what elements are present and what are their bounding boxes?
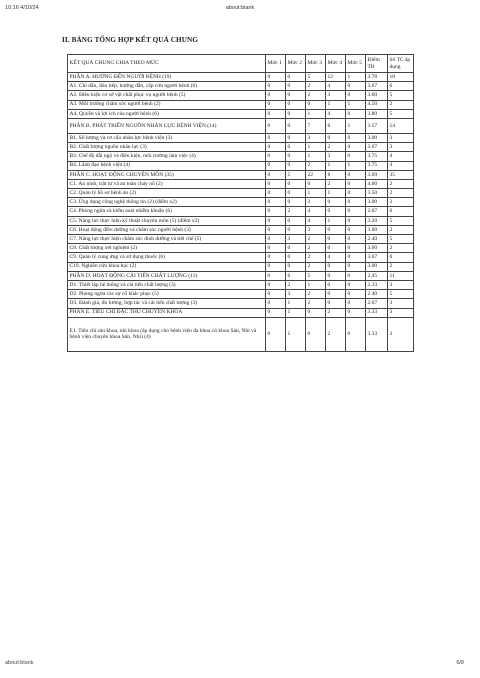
- value-cell: 3.00: [366, 133, 388, 142]
- value-cell: 4: [306, 207, 326, 216]
- criteria-label-cell: D2. Phòng ngừa các sự cố khắc phục (5): [68, 290, 266, 299]
- value-cell: 3.75: [366, 161, 388, 170]
- criteria-label-cell: B3. Chế độ đãi ngộ và điều kiện, môi trường làm việc (4): [68, 152, 266, 161]
- value-cell: 0: [266, 118, 286, 133]
- value-cell: 4.50: [366, 100, 388, 109]
- value-cell: 7: [306, 118, 326, 133]
- table-row: [68, 262, 414, 271]
- summary-table: [67, 54, 414, 352]
- column-header: Số TC áp dụng: [388, 55, 414, 73]
- value-cell: 0: [286, 216, 306, 225]
- value-cell: 0: [266, 189, 286, 198]
- table-row: [68, 82, 414, 91]
- value-cell: 0: [266, 73, 286, 82]
- value-cell: 0: [346, 82, 366, 91]
- value-cell: 3: [388, 133, 414, 142]
- value-cell: 0: [266, 253, 286, 262]
- table-row: [68, 73, 414, 82]
- value-cell: 2: [326, 317, 346, 351]
- value-cell: 0: [286, 198, 306, 207]
- value-cell: 0: [266, 299, 286, 308]
- value-cell: 6: [326, 118, 346, 133]
- value-cell: 12: [326, 73, 346, 82]
- criteria-label-cell: C1. An ninh, trật tự và an toàn cháy nổ (2): [68, 179, 266, 188]
- value-cell: 1: [346, 161, 366, 170]
- value-cell: 0: [286, 133, 306, 142]
- value-cell: 0: [346, 207, 366, 216]
- value-cell: 11: [388, 271, 414, 280]
- value-cell: 0: [326, 262, 346, 271]
- page-number: 6/8: [456, 660, 464, 666]
- table-row: [68, 179, 414, 188]
- value-cell: 3: [326, 91, 346, 100]
- value-cell: 1: [306, 143, 326, 152]
- value-cell: 3.09: [366, 170, 388, 179]
- value-cell: 8: [326, 170, 346, 179]
- value-cell: 0: [346, 317, 366, 351]
- value-cell: 2: [306, 253, 326, 262]
- value-cell: 2.67: [366, 299, 388, 308]
- value-cell: 6: [388, 207, 414, 216]
- value-cell: 4: [326, 109, 346, 118]
- criteria-label-cell: E1. Tiêu chí sản khoa, nhi khoa (áp dụng cho bệnh viện đa khoa có khoa Sản, Nhi và bệnh viện chuyên khoa Sản, Nhi) (4): [68, 317, 266, 351]
- value-cell: 3.57: [366, 118, 388, 133]
- value-cell: 1: [326, 216, 346, 225]
- criteria-label-cell: B1. Số lượng và cơ cấu nhân lực bệnh viện (3): [68, 133, 266, 142]
- column-header: Mức 2: [286, 55, 306, 73]
- value-cell: 3: [388, 308, 414, 317]
- criteria-label-cell: D1. Thiết lập hệ thống và cải tiến chất lượng (3): [68, 280, 266, 289]
- value-cell: 3: [286, 235, 306, 244]
- value-cell: 4: [326, 82, 346, 91]
- value-cell: 0: [286, 262, 306, 271]
- value-cell: 0: [326, 290, 346, 299]
- value-cell: 2: [388, 262, 414, 271]
- value-cell: 1: [346, 100, 366, 109]
- value-cell: 0: [286, 100, 306, 109]
- value-cell: 0: [266, 271, 286, 280]
- value-cell: 2: [306, 235, 326, 244]
- value-cell: 0: [346, 308, 366, 317]
- value-cell: 2: [388, 198, 414, 207]
- table-row: [68, 143, 414, 152]
- value-cell: 0: [286, 73, 306, 82]
- value-cell: 3.50: [366, 189, 388, 198]
- table-row: [68, 152, 414, 161]
- print-datetime: 10:16 4/10/24: [5, 5, 39, 11]
- value-cell: 2: [326, 308, 346, 317]
- criteria-label-cell: PHẦN D. HOẠT ĐỘNG CẢI TIẾN CHẤT LƯỢNG (11): [68, 271, 266, 280]
- table-row: [68, 133, 414, 142]
- value-cell: 0: [266, 152, 286, 161]
- value-cell: 1: [286, 308, 306, 317]
- criteria-label-cell: C8. Chất lượng xét nghiệm (2): [68, 244, 266, 253]
- value-cell: 2: [306, 161, 326, 170]
- criteria-label-cell: C4. Phòng ngừa và kiểm soát nhiễm khuẩn (6): [68, 207, 266, 216]
- value-cell: 4: [326, 253, 346, 262]
- value-cell: 0: [346, 225, 366, 234]
- value-cell: 0: [326, 244, 346, 253]
- value-cell: 0: [286, 189, 306, 198]
- value-cell: 2: [388, 100, 414, 109]
- value-cell: 0: [346, 170, 366, 179]
- value-cell: 18: [388, 73, 414, 82]
- value-cell: 0: [306, 179, 326, 188]
- value-cell: 35: [388, 170, 414, 179]
- value-cell: 0: [286, 109, 306, 118]
- table-row: [68, 91, 414, 100]
- value-cell: 2: [326, 179, 346, 188]
- table-row: [68, 170, 414, 179]
- value-cell: 5: [286, 170, 306, 179]
- table-row: [68, 253, 414, 262]
- table-row: [68, 225, 414, 234]
- page-url: about:blank: [225, 5, 255, 11]
- value-cell: 0: [346, 244, 366, 253]
- value-cell: 3.00: [366, 262, 388, 271]
- value-cell: 0: [346, 133, 366, 142]
- value-cell: 0: [266, 109, 286, 118]
- value-cell: 3: [388, 317, 414, 351]
- value-cell: 0: [346, 109, 366, 118]
- value-cell: 1: [286, 299, 306, 308]
- value-cell: 2.67: [366, 207, 388, 216]
- value-cell: 0: [266, 82, 286, 91]
- value-cell: 0: [346, 198, 366, 207]
- criteria-label-cell: C2. Quản lý hồ sơ bệnh án (2): [68, 189, 266, 198]
- value-cell: 5: [388, 235, 414, 244]
- value-cell: 14: [388, 118, 414, 133]
- table-row: [68, 271, 414, 280]
- criteria-label-cell: C10. Nghiên cứu khoa học (2): [68, 262, 266, 271]
- value-cell: 2: [306, 198, 326, 207]
- value-cell: 0: [266, 207, 286, 216]
- criteria-label-cell: C5. Năng lực thực hiện kỹ thuật chuyên môn (5) (điểm x2): [68, 216, 266, 225]
- value-cell: 5: [306, 73, 326, 82]
- value-cell: 0: [286, 244, 306, 253]
- value-cell: 0: [326, 133, 346, 142]
- criteria-label-cell: C9. Quản lý cung ứng và sử dụng thuốc (6): [68, 253, 266, 262]
- value-cell: 3: [388, 225, 414, 234]
- value-cell: 1: [326, 100, 346, 109]
- value-cell: 2: [388, 179, 414, 188]
- column-header: Điểm TB: [366, 55, 388, 73]
- column-header: Mức 3: [306, 55, 326, 73]
- table-row: [68, 308, 414, 317]
- value-cell: 0: [346, 152, 366, 161]
- criteria-label-cell: B4. Lãnh đạo bệnh viện (4): [68, 161, 266, 170]
- value-cell: 0: [346, 299, 366, 308]
- value-cell: 0: [346, 179, 366, 188]
- value-cell: 5: [306, 271, 326, 280]
- value-cell: 2.40: [366, 290, 388, 299]
- value-cell: 22: [306, 170, 326, 179]
- table-row: [68, 235, 414, 244]
- value-cell: 0: [346, 271, 366, 280]
- value-cell: 0: [326, 299, 346, 308]
- value-cell: 2: [286, 207, 306, 216]
- table-row: [68, 299, 414, 308]
- criteria-label-cell: A1. Chỉ dẫn, đón tiếp, hướng dẫn, cấp cứu người bệnh (6): [68, 82, 266, 91]
- value-cell: 0: [266, 280, 286, 289]
- criteria-label-cell: PHẦN E. TIÊU CHÍ ĐẶC THÙ CHUYÊN KHOA: [68, 308, 266, 317]
- table-row: [68, 198, 414, 207]
- value-cell: 3.33: [366, 308, 388, 317]
- value-cell: 1: [306, 152, 326, 161]
- value-cell: 0: [306, 100, 326, 109]
- value-cell: 1: [346, 73, 366, 82]
- value-cell: 0: [266, 262, 286, 271]
- value-cell: 0: [346, 235, 366, 244]
- value-cell: 4: [306, 216, 326, 225]
- value-cell: 2: [306, 244, 326, 253]
- table-row: [68, 244, 414, 253]
- value-cell: 0: [266, 235, 286, 244]
- value-cell: 1: [306, 280, 326, 289]
- value-cell: 0: [266, 161, 286, 170]
- value-cell: 0: [346, 290, 366, 299]
- value-cell: 2: [306, 299, 326, 308]
- value-cell: 0: [326, 225, 346, 234]
- value-cell: 1: [306, 109, 326, 118]
- value-cell: 0: [346, 143, 366, 152]
- table-header-row: [68, 55, 414, 73]
- value-cell: 0: [266, 317, 286, 351]
- value-cell: 3.60: [366, 91, 388, 100]
- value-cell: 0: [266, 143, 286, 152]
- value-cell: 3.33: [366, 317, 388, 351]
- value-cell: 0: [346, 262, 366, 271]
- value-cell: 6: [388, 82, 414, 91]
- criteria-label-cell: PHẦN C. HOẠT ĐỘNG CHUYÊN MÔN (35): [68, 170, 266, 179]
- value-cell: 2: [388, 244, 414, 253]
- value-cell: 3.75: [366, 152, 388, 161]
- value-cell: 4: [388, 161, 414, 170]
- value-cell: 3: [388, 143, 414, 152]
- value-cell: 1: [346, 118, 366, 133]
- value-cell: 0: [326, 280, 346, 289]
- value-cell: 0: [286, 82, 306, 91]
- criteria-label-cell: B2. Chất lượng nguồn nhân lực (3): [68, 143, 266, 152]
- value-cell: 0: [286, 91, 306, 100]
- value-cell: 0: [286, 253, 306, 262]
- value-cell: 0: [266, 308, 286, 317]
- value-cell: 1: [286, 317, 306, 351]
- value-cell: 0: [286, 143, 306, 152]
- value-cell: 2.45: [366, 271, 388, 280]
- criteria-label-cell: C7. Năng lực thực hiện chăm sóc dinh dưỡng và tiết chế (5): [68, 235, 266, 244]
- value-cell: 3: [388, 299, 414, 308]
- value-cell: 2: [326, 143, 346, 152]
- value-cell: 2: [306, 290, 326, 299]
- browser-header: [0, 2, 480, 12]
- value-cell: 6: [286, 271, 306, 280]
- table-row: [68, 109, 414, 118]
- table-row: [68, 280, 414, 289]
- value-cell: 3.67: [366, 143, 388, 152]
- value-cell: 3: [306, 133, 326, 142]
- value-cell: 0: [346, 91, 366, 100]
- browser-footer: [0, 660, 480, 670]
- table-row: [68, 100, 414, 109]
- column-header: Mức 1: [266, 55, 286, 73]
- value-cell: 2.40: [366, 235, 388, 244]
- value-cell: 0: [266, 133, 286, 142]
- criteria-label-cell: A4. Quyền và lợi ích của người bệnh (6): [68, 109, 266, 118]
- value-cell: 0: [326, 235, 346, 244]
- table-row: [68, 207, 414, 216]
- table-row: [68, 216, 414, 225]
- section-title: II. BẢNG TỔNG HỢP KẾT QUẢ CHUNG: [62, 36, 199, 44]
- value-cell: 3.67: [366, 253, 388, 262]
- value-cell: 3: [326, 152, 346, 161]
- value-cell: 0: [326, 198, 346, 207]
- criteria-label-cell: C6. Hoạt động điều dưỡng và chăm sóc người bệnh (3): [68, 225, 266, 234]
- value-cell: 0: [266, 91, 286, 100]
- value-cell: 3: [286, 290, 306, 299]
- table-row: [68, 317, 414, 351]
- criteria-label-cell: A3. Môi trường chăm sóc người bệnh (2): [68, 100, 266, 109]
- value-cell: 3: [306, 225, 326, 234]
- value-cell: 2.33: [366, 280, 388, 289]
- value-cell: 0: [326, 207, 346, 216]
- value-cell: 0: [286, 225, 306, 234]
- value-cell: 0: [286, 152, 306, 161]
- value-cell: 3.67: [366, 82, 388, 91]
- value-cell: 3.00: [366, 198, 388, 207]
- value-cell: 2: [306, 262, 326, 271]
- table-row: [68, 290, 414, 299]
- value-cell: 1: [306, 189, 326, 198]
- value-cell: 2: [388, 189, 414, 198]
- column-header: Mức 4: [326, 55, 346, 73]
- value-cell: 3.80: [366, 109, 388, 118]
- column-header: KẾT QUẢ CHUNG CHIA THEO MỨC: [68, 55, 266, 73]
- value-cell: 2: [286, 280, 306, 289]
- value-cell: 0: [266, 179, 286, 188]
- value-cell: 0: [286, 118, 306, 133]
- value-cell: 0: [266, 170, 286, 179]
- value-cell: 0: [346, 253, 366, 262]
- value-cell: 1: [326, 189, 346, 198]
- value-cell: 2: [306, 91, 326, 100]
- value-cell: 0: [286, 179, 306, 188]
- value-cell: 0: [326, 271, 346, 280]
- value-cell: 4.00: [366, 179, 388, 188]
- value-cell: 0: [346, 189, 366, 198]
- value-cell: 5: [388, 109, 414, 118]
- table-row: [68, 189, 414, 198]
- value-cell: 0: [306, 308, 326, 317]
- value-cell: 1: [326, 161, 346, 170]
- value-cell: 3.00: [366, 244, 388, 253]
- value-cell: 0: [346, 216, 366, 225]
- value-cell: 3.00: [366, 225, 388, 234]
- criteria-label-cell: PHẦN B. PHÁT TRIỂN NGUỒN NHÂN LỰC BỆNH VIỆN (14): [68, 118, 266, 133]
- value-cell: 4: [388, 152, 414, 161]
- value-cell: 3.20: [366, 216, 388, 225]
- value-cell: 0: [266, 198, 286, 207]
- value-cell: 0: [266, 100, 286, 109]
- criteria-label-cell: A2. Điều kiện cơ sở vật chất phục vụ người bệnh (5): [68, 91, 266, 100]
- column-header: Mức 5: [346, 55, 366, 73]
- value-cell: 0: [266, 225, 286, 234]
- criteria-label-cell: D3. Đánh giá, đo lường, hợp tác và cải tiến chất lượng (3): [68, 299, 266, 308]
- footer-url: about:blank: [5, 660, 34, 666]
- value-cell: 0: [346, 280, 366, 289]
- value-cell: 3.78: [366, 73, 388, 82]
- value-cell: 2: [306, 82, 326, 91]
- value-cell: 5: [388, 216, 414, 225]
- value-cell: 5: [388, 91, 414, 100]
- value-cell: 0: [266, 216, 286, 225]
- table-row: [68, 118, 414, 133]
- table-row: [68, 161, 414, 170]
- value-cell: 0: [266, 244, 286, 253]
- value-cell: 0: [286, 161, 306, 170]
- value-cell: 3: [388, 280, 414, 289]
- value-cell: 0: [266, 290, 286, 299]
- criteria-label-cell: PHẦN A. HƯỚNG ĐẾN NGƯỜI BỆNH (19): [68, 73, 266, 82]
- criteria-label-cell: C3. Ứng dụng công nghệ thông tin (2) (điểm x2): [68, 198, 266, 207]
- value-cell: 5: [388, 290, 414, 299]
- value-cell: 0: [306, 317, 326, 351]
- value-cell: 6: [388, 253, 414, 262]
